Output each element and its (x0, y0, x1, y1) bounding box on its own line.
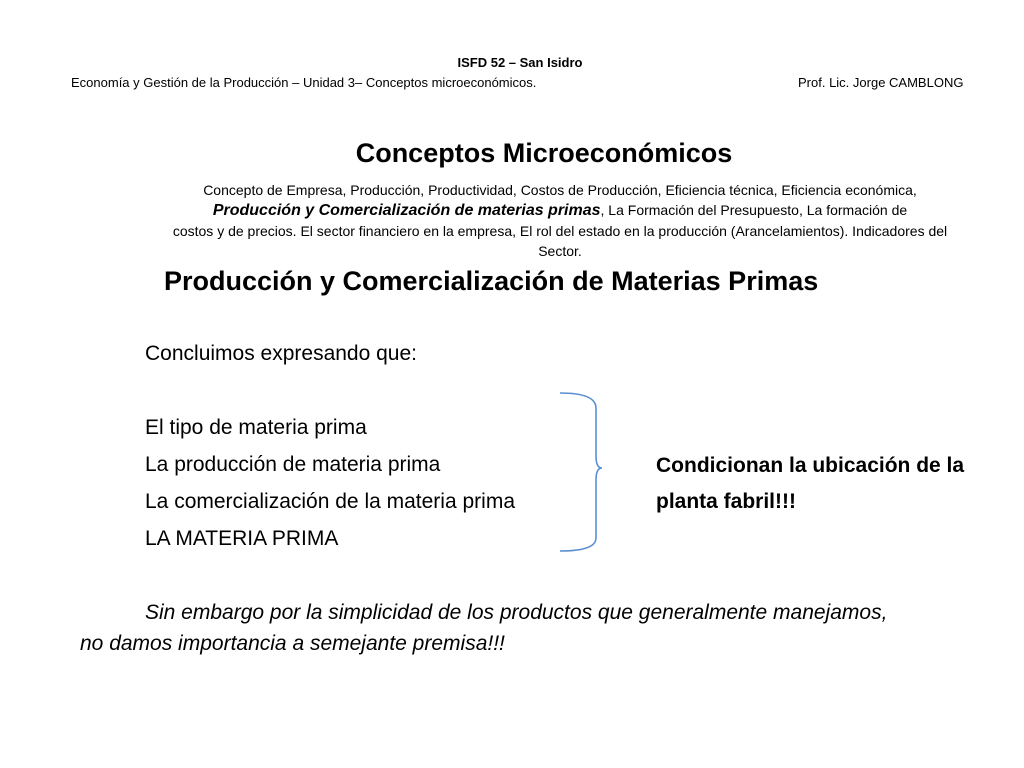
topics-line-4: Sector. (538, 243, 582, 259)
intro-text: Concluimos expresando que: (145, 342, 417, 365)
brace-path (560, 393, 602, 551)
topics-line-2-rest: , La Formación del Presupuesto, La formación de (600, 202, 908, 218)
topics-line-3: costos y de precios. El sector financiero en la empresa, El rol del estado en la producción (Arancelamientos). Indicadores del (172, 223, 948, 239)
section-subtitle: Producción y Comercialización de Materias Primas (164, 266, 819, 296)
list-item: La comercialización de la materia prima (145, 490, 515, 513)
topics-emphasis: Producción y Comercialización de materias primas (212, 202, 601, 219)
conclusion-line-1: Condicionan la ubicación de la (656, 454, 965, 477)
institution-header: ISFD 52 – San Isidro (457, 55, 583, 70)
topics-line-1: Concepto de Empresa, Producción, Productividad, Costos de Producción, Eficiencia técnica, Eficiencia económica, (203, 182, 917, 198)
slide-title: Conceptos Microeconómicos (355, 138, 733, 168)
curly-brace-icon (556, 388, 606, 558)
topics-line-2 (124, 200, 996, 221)
professor-header: Prof. Lic. Jorge CAMBLONG (798, 75, 964, 90)
closing-line-2: no damos importancia a semejante premisa!!! (80, 632, 505, 655)
conclusion-line-2: planta fabril!!! (656, 490, 796, 513)
topics-list (124, 180, 996, 261)
list-item: El tipo de materia prima (145, 416, 367, 439)
list-item: LA MATERIA PRIMA (145, 527, 339, 550)
list-item: La producción de materia prima (145, 453, 441, 476)
course-header: Economía y Gestión de la Producción – Unidad 3– Conceptos microeconómicos. (71, 75, 537, 90)
closing-line-1: Sin embargo por la simplicidad de los productos que generalmente manejamos, (145, 601, 888, 624)
